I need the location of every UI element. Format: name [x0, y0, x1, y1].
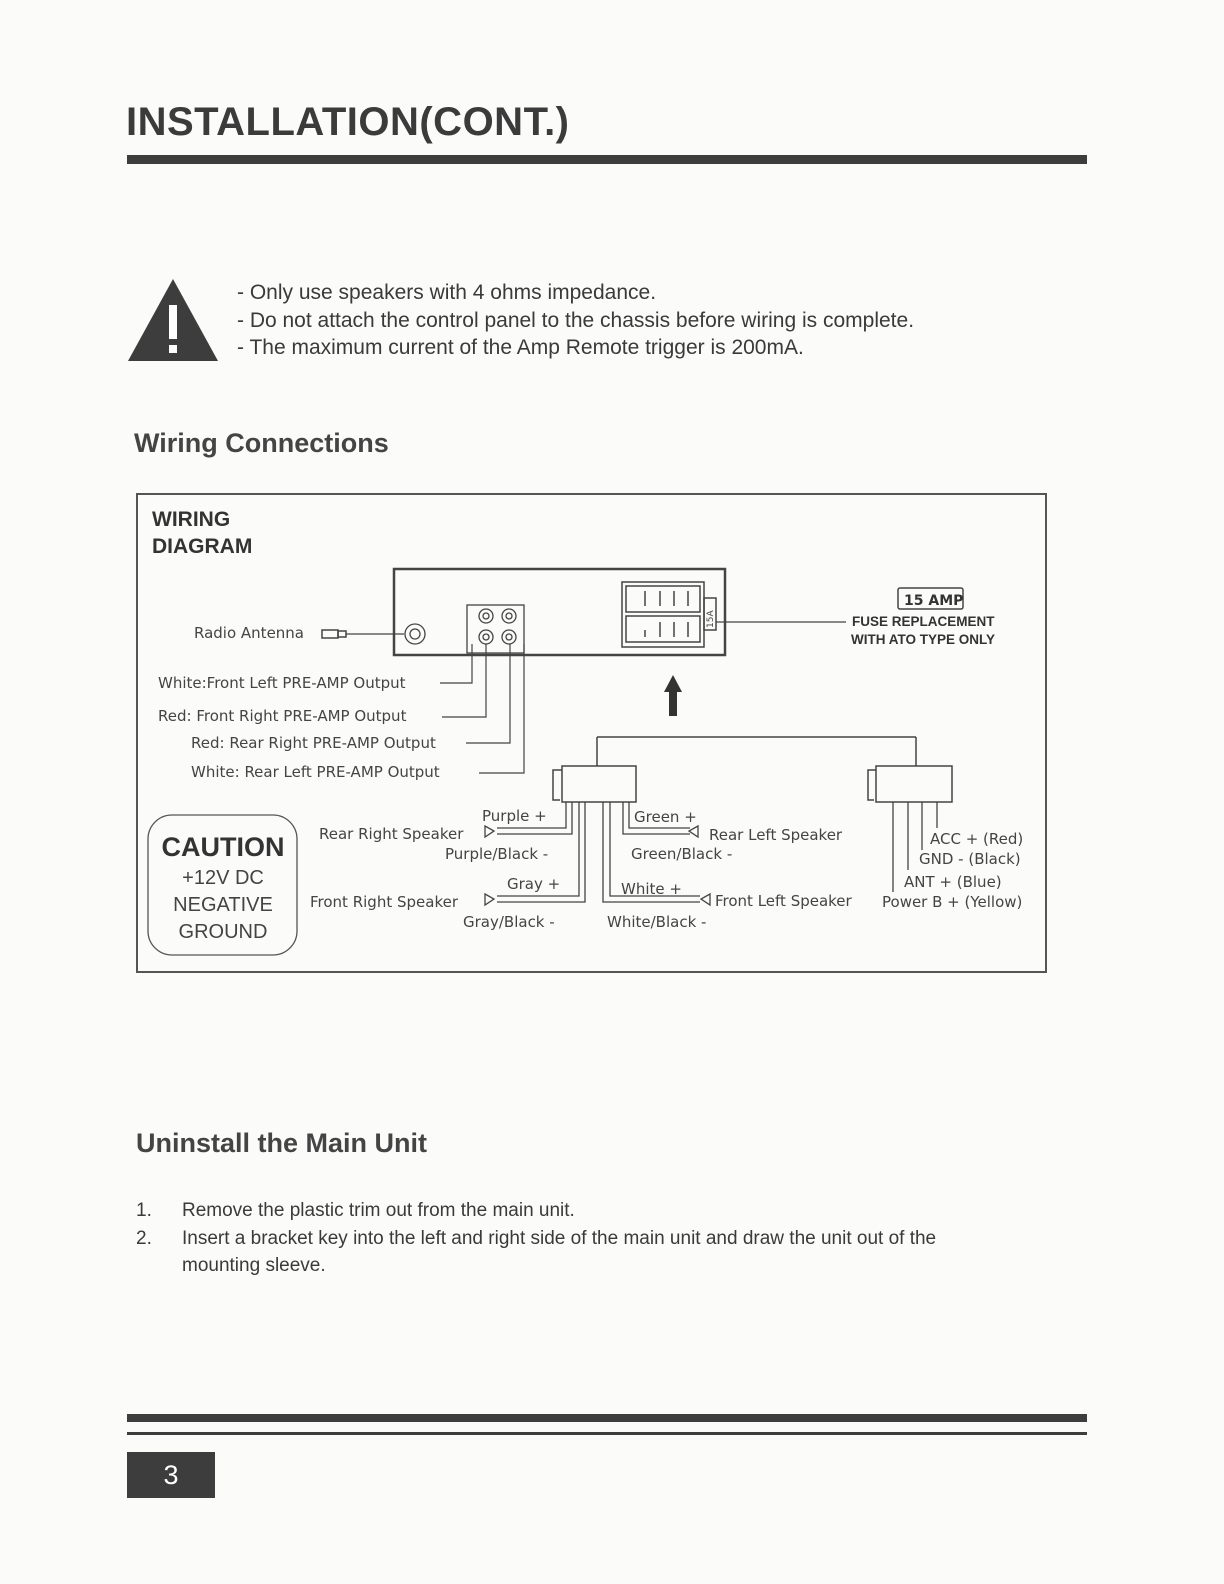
- caution-title: CAUTION: [161, 832, 285, 862]
- wire-label: Purple +: [482, 807, 547, 825]
- iso-connector: [622, 582, 716, 647]
- wire-label: Gray/Black -: [463, 913, 555, 931]
- warning-line: - Only use speakers with 4 ohms impedance.: [237, 281, 657, 304]
- fuse-label: 15 AMP: [904, 593, 964, 609]
- speaker-label: Front Left Speaker: [715, 892, 852, 910]
- step-text: Insert a bracket key into the left and right side of the main unit and draw the unit out of the mounting sleeve.: [182, 1227, 937, 1276]
- wire-label: Green +: [634, 808, 697, 826]
- power-label: ANT + (Blue): [904, 873, 1002, 891]
- wire-label: Gray +: [507, 875, 561, 893]
- step-number: 1.: [136, 1200, 152, 1221]
- wire-label: White/Black -: [607, 913, 707, 931]
- caution-line: GROUND: [178, 921, 268, 943]
- wire-label: Purple/Black -: [445, 845, 549, 863]
- wiring-heading: Wiring Connections: [134, 428, 389, 458]
- warning-line: - Do not attach the control panel to the chassis before wiring is complete.: [237, 308, 915, 332]
- uninstall-steps: [136, 1197, 1036, 1287]
- speaker-label: Rear Left Speaker: [709, 826, 843, 844]
- rca-jacks: [467, 605, 524, 653]
- preamp-label: Red: Front Right PRE-AMP Output: [158, 707, 407, 725]
- preamp-label: White:Front Left PRE-AMP Output: [158, 674, 406, 692]
- power-label: ACC + (Red): [930, 830, 1024, 848]
- footer-divider: [127, 1414, 1087, 1422]
- power-label: GND - (Black): [919, 850, 1021, 868]
- fuse-note-1: FUSE REPLACEMENT: [852, 614, 995, 629]
- fuse-note-2: WITH ATO TYPE ONLY: [851, 632, 996, 647]
- arrow-up-icon: [664, 675, 682, 716]
- antenna-plug-icon: [322, 624, 425, 644]
- wire-label: White +: [621, 880, 682, 898]
- footer-divider-thin: [127, 1432, 1087, 1435]
- caution-line: NEGATIVE: [173, 894, 273, 916]
- diagram-title-2: DIAGRAM: [152, 535, 253, 558]
- preamp-wires: [440, 644, 524, 773]
- warning-line: - The maximum current of the Amp Remote trigger is 200mA.: [237, 336, 804, 359]
- wire-label: Green/Black -: [631, 845, 733, 863]
- step-number: 2.: [136, 1227, 152, 1249]
- preamp-label: Red: Rear Right PRE-AMP Output: [191, 734, 436, 752]
- antenna-label: Radio Antenna: [194, 624, 305, 642]
- speaker-label: Rear Right Speaker: [319, 825, 464, 843]
- speaker-label: Front Right Speaker: [310, 893, 458, 911]
- diagram-title-1: WIRING: [152, 508, 231, 531]
- fuse-small-label: 15A: [706, 610, 716, 628]
- power-label: Power B + (Yellow): [882, 893, 1023, 911]
- step-text: Remove the plastic trim out from the main unit.: [182, 1200, 575, 1221]
- caution-line: +12V DC: [182, 867, 264, 889]
- preamp-label: White: Rear Left PRE-AMP Output: [191, 763, 440, 781]
- uninstall-heading: Uninstall the Main Unit: [136, 1128, 428, 1158]
- page-number: 3: [127, 1452, 215, 1498]
- speaker-harness: [553, 737, 952, 802]
- page-title: INSTALLATION(CONT.): [126, 100, 570, 144]
